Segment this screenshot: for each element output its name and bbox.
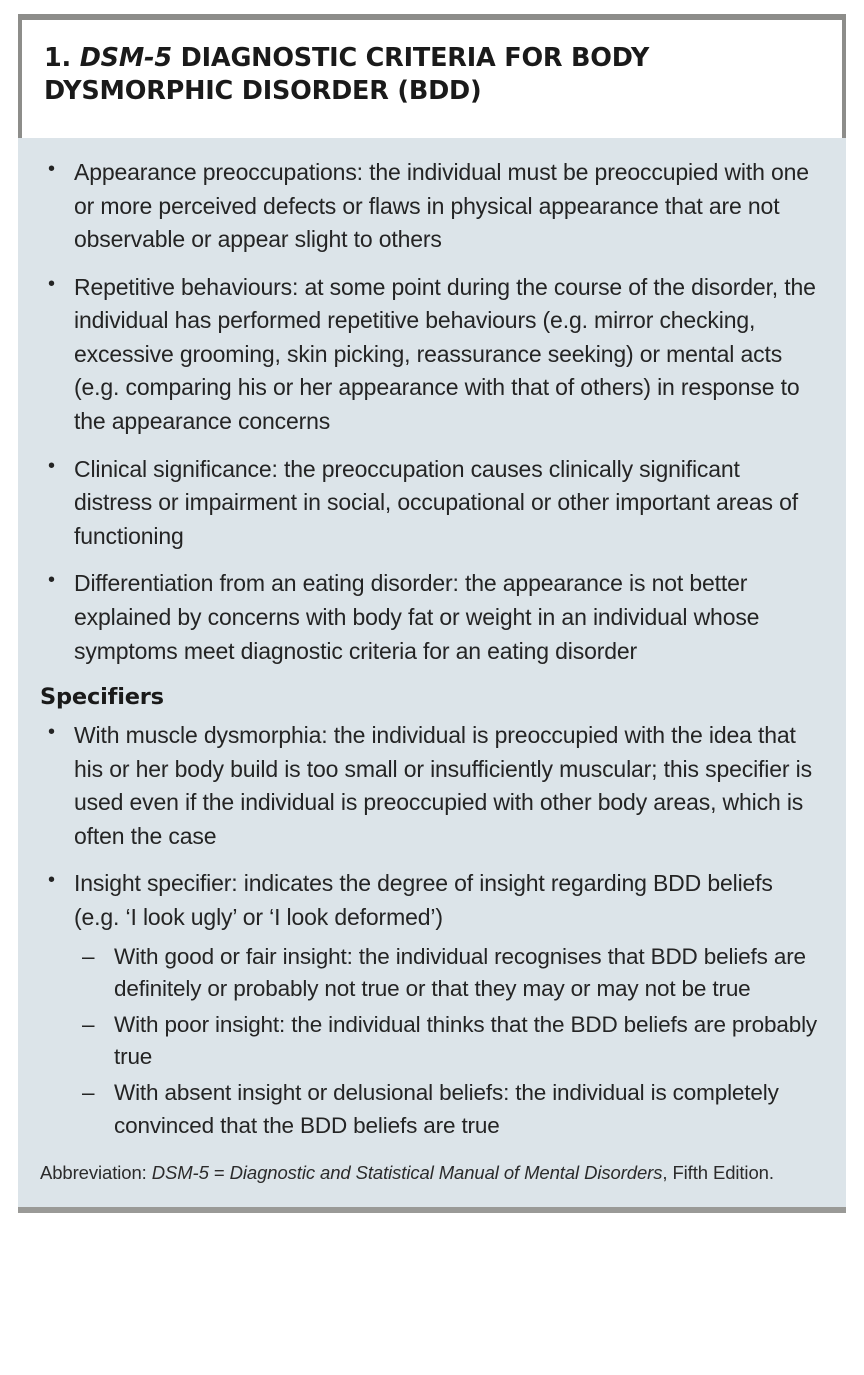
- list-item: • Differentiation from an eating disorder: the appearance is not better explained by concerns with body fat or weight in an individual whose symptoms meet diagnostic criteria for an eating disorder: [40, 567, 824, 668]
- list-item: • Repetitive behaviours: at some point during the course of the disorder, the individual has performed repetitive behaviours (e.g. mirror checking, excessive grooming, skin picking, reassurance seeking) or mental acts (e.g. comparing his or her appearance with that of others) in response to the appearance concerns: [40, 271, 824, 439]
- footnote-term: DSM-5: [151, 1162, 209, 1184]
- list-item: • Clinical significance: the preoccupation causes clinically significant distress or impairment in social, occupational or other important areas of functioning: [40, 453, 824, 554]
- list-item: [40, 867, 824, 1142]
- insight-levels-list: [74, 941, 824, 1143]
- title-rest: DIAGNOSTIC CRITERIA FOR BODY DYSMORPHIC DISORDER (BDD): [44, 43, 650, 106]
- panel-body: [18, 138, 846, 1207]
- criteria-list: [40, 156, 824, 668]
- specifiers-heading: Specifiers: [40, 684, 164, 711]
- sub-list-item: – With poor insight: the individual thinks that the BDD beliefs are probably true: [74, 1009, 824, 1074]
- panel-header: [18, 14, 846, 138]
- abbreviation-footnote: [40, 1160, 824, 1202]
- criteria-panel: [18, 14, 846, 1213]
- sub-list-item: – With absent insight or delusional beliefs: the individual is completely convinced that the BDD beliefs are true: [74, 1077, 824, 1142]
- title-italic-term: DSM-5: [79, 43, 172, 73]
- title-number: 1.: [44, 43, 72, 73]
- footnote-label: Abbreviation:: [40, 1162, 147, 1184]
- footnote-expansion: Diagnostic and Statistical Manual of Mental Disorders: [229, 1162, 663, 1184]
- bottom-rule: [18, 1207, 846, 1213]
- sub-list-item: – With good or fair insight: the individual recognises that BDD beliefs are definitely or probably not true or that they may or may not be true: [74, 941, 824, 1006]
- specifiers-list: [40, 719, 824, 1142]
- list-item-label: Insight specifier: indicates the degree of insight regarding BDD beliefs (e.g. ‘I look ugly’ or ‘I look deformed’): [74, 870, 773, 930]
- footnote-expansion-rest: , Fifth Edition.: [662, 1162, 774, 1184]
- page-title: [44, 42, 816, 107]
- list-item: • With muscle dysmorphia: the individual is preoccupied with the idea that his or her body build is too small or insufficiently muscular; this specifier is used even if the individual is preoccupied with other body areas, which is often the case: [40, 719, 824, 853]
- list-item: • Appearance preoccupations: the individual must be preoccupied with one or more perceived defects or flaws in physical appearance that are not observable or appear slight to others: [40, 156, 824, 257]
- footnote-equals: =: [213, 1162, 225, 1184]
